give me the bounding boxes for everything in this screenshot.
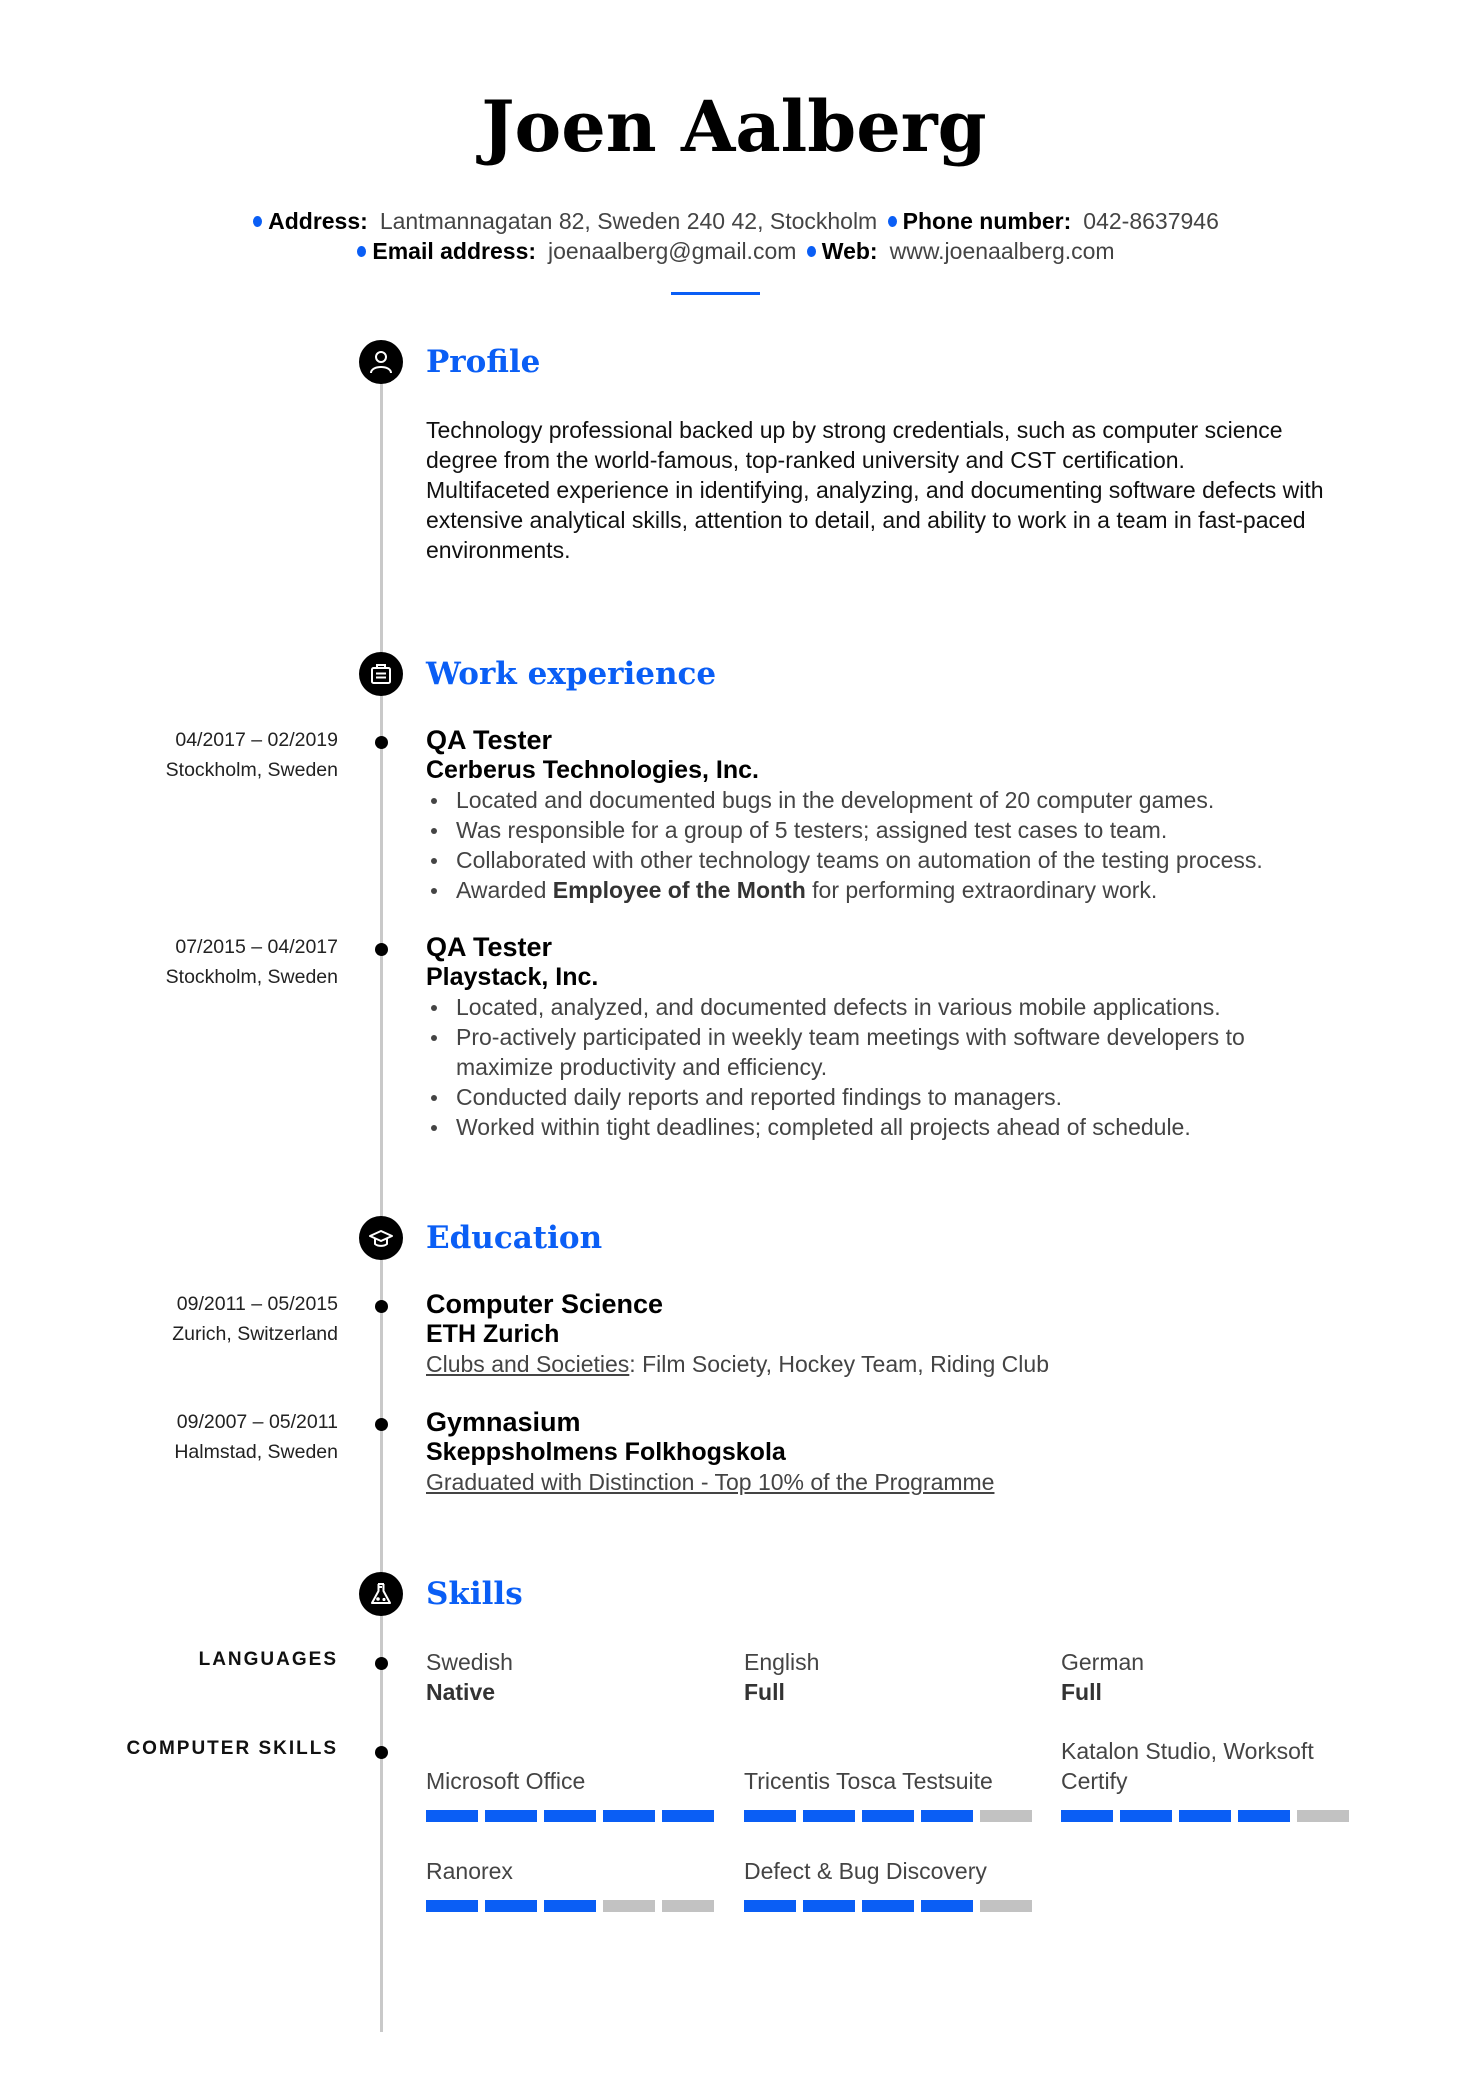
graduation-cap-icon: [359, 1216, 403, 1260]
job-meta: [100, 932, 338, 992]
rating-segment-empty: [662, 1900, 714, 1912]
timeline-dot: [375, 1418, 388, 1431]
education-meta: [100, 1407, 338, 1467]
rating-segment-filled: [921, 1810, 973, 1822]
skill-name: Tricentis Tosca Testsuite: [744, 1768, 993, 1794]
job-bullet: Located, analyzed, and documented defects in various mobile applications.: [426, 992, 1306, 1022]
rating-segment-filled: [603, 1810, 655, 1822]
language-level: Full: [744, 1679, 785, 1705]
job-bullet: Pro-actively participated in weekly team meetings with software developers to maximize productivity and efficiency.: [426, 1022, 1306, 1082]
language-level: Native: [426, 1679, 496, 1705]
bullet-dot-icon: [888, 216, 897, 227]
profile-line: Technology professional backed up by strong credentials, such as computer science: [426, 417, 1283, 443]
job-location: Stockholm, Sweden: [165, 759, 338, 781]
rating-segment-filled: [1120, 1810, 1172, 1822]
award-suffix: for performing extraordinary work.: [805, 877, 1158, 903]
rating-segment-filled: [662, 1810, 714, 1822]
job-bullet: Worked within tight deadlines; completed all projects ahead of schedule.: [426, 1112, 1306, 1142]
rating-segment-filled: [544, 1810, 596, 1822]
job-meta: [100, 725, 338, 785]
rating-segment-filled: [803, 1810, 855, 1822]
skill-rating-bar: [426, 1900, 726, 1912]
education-dates: 09/2011 – 05/2015: [176, 1293, 338, 1315]
rating-segment-filled: [485, 1810, 537, 1822]
degree-name: Gymnasium: [426, 1407, 581, 1437]
skill-name: Defect & Bug Discovery: [744, 1858, 987, 1884]
education-note: [426, 1349, 1386, 1379]
education-meta: [100, 1289, 338, 1349]
job-bullets: [426, 992, 1306, 1142]
job-bullet: Conducted daily reports and reported findings to managers.: [426, 1082, 1306, 1112]
contact-web: [803, 238, 1115, 264]
contact-address: [249, 208, 877, 234]
job-dates: 07/2015 – 04/2017: [175, 936, 338, 958]
skill-name: Katalon Studio, Worksoft Certify: [1061, 1738, 1314, 1794]
job-entry: [426, 932, 1306, 1142]
timeline-dot: [375, 1657, 388, 1670]
job-bullet: Collaborated with other technology teams on automation of the testing process.: [426, 845, 1386, 875]
contact-value[interactable]: joenaalberg@gmail.com: [548, 238, 797, 264]
contact-email: [353, 238, 796, 264]
rating-segment-filled: [426, 1810, 478, 1822]
rating-segment-filled: [485, 1900, 537, 1912]
school-name: Skeppsholmens Folkhogskola: [426, 1438, 786, 1466]
rating-segment-filled: [921, 1900, 973, 1912]
language-item: [426, 1647, 726, 1707]
rating-segment-filled: [803, 1900, 855, 1912]
rating-segment-empty: [603, 1900, 655, 1912]
language-item: [744, 1647, 1044, 1707]
education-entry: [426, 1407, 1386, 1497]
bullet-dot-icon: [253, 216, 262, 227]
language-name: German: [1061, 1649, 1145, 1675]
rating-segment-empty: [980, 1810, 1032, 1822]
skill-item: [744, 1766, 1044, 1822]
rating-segment-empty: [980, 1900, 1032, 1912]
briefcase-icon: [359, 652, 403, 696]
section-title-education: Education: [426, 1220, 603, 1256]
skill-item: [426, 1766, 726, 1822]
contact-label: Email address:: [372, 238, 537, 264]
skill-rating-bar: [1061, 1810, 1361, 1822]
skill-item: [744, 1856, 1044, 1912]
contact-line-1: [0, 206, 1468, 236]
rating-segment-filled: [1238, 1810, 1290, 1822]
rating-segment-empty: [1297, 1810, 1349, 1822]
profile-line: environments.: [426, 537, 571, 563]
timeline-dot: [375, 736, 388, 749]
degree-name: Computer Science: [426, 1289, 664, 1319]
contact-label: Phone number:: [902, 208, 1072, 234]
contact-value[interactable]: www.joenaalberg.com: [889, 238, 1115, 264]
contact-value: 042-8637946: [1083, 208, 1219, 234]
rating-segment-filled: [544, 1900, 596, 1912]
skill-name: Ranorex: [426, 1858, 513, 1884]
contact-label: Address:: [268, 208, 368, 234]
job-bullet: Was responsible for a group of 5 testers; assigned test cases to team.: [426, 815, 1386, 845]
flask-icon: [359, 1572, 403, 1616]
job-bullet: Located and documented bugs in the development of 20 computer games.: [426, 785, 1386, 815]
contact-phone: [884, 208, 1219, 234]
section-title-skills: Skills: [426, 1576, 523, 1612]
job-bullet-award: [426, 875, 1386, 905]
language-item: [1061, 1647, 1361, 1707]
timeline-dot: [375, 1746, 388, 1759]
education-note: [426, 1467, 1386, 1497]
job-title: QA Tester: [426, 725, 553, 755]
education-location: Halmstad, Sweden: [174, 1441, 338, 1463]
rating-segment-filled: [744, 1810, 796, 1822]
language-level: Full: [1061, 1679, 1102, 1705]
timeline-dot: [375, 1300, 388, 1313]
company-name: Cerberus Technologies, Inc.: [426, 756, 759, 784]
education-location: Zurich, Switzerland: [172, 1323, 338, 1345]
timeline-dot: [375, 943, 388, 956]
award-prefix: Awarded: [456, 877, 553, 903]
education-note-link[interactable]: Graduated with Distinction - Top 10% of the Programme: [426, 1469, 995, 1495]
rating-segment-filled: [1061, 1810, 1113, 1822]
language-name: Swedish: [426, 1649, 513, 1675]
contact-line-2: [0, 236, 1468, 266]
skill-name: Microsoft Office: [426, 1768, 586, 1794]
profile-line: extensive analytical skills, attention to detail, and ability to work in a team in fast-paced: [426, 507, 1306, 533]
rating-segment-filled: [426, 1900, 478, 1912]
education-entry: [426, 1289, 1386, 1379]
rating-segment-filled: [862, 1810, 914, 1822]
skill-rating-bar: [744, 1810, 1044, 1822]
rating-segment-filled: [1179, 1810, 1231, 1822]
person-icon: [359, 340, 403, 384]
computer-skills-label: COMPUTER SKILLS: [126, 1738, 338, 1759]
job-title: QA Tester: [426, 932, 553, 962]
school-name: ETH Zurich: [426, 1320, 560, 1348]
education-note-text: : Film Society, Hockey Team, Riding Club: [629, 1351, 1049, 1377]
skill-item: [1061, 1736, 1361, 1822]
candidate-name: Joen Aalberg: [481, 85, 987, 168]
skill-rating-bar: [426, 1810, 726, 1822]
job-bullets: [426, 785, 1386, 905]
profile-summary: [426, 415, 1386, 565]
header-divider: [671, 292, 760, 295]
rating-segment-filled: [744, 1900, 796, 1912]
job-location: Stockholm, Sweden: [165, 966, 338, 988]
timeline-line: [380, 360, 383, 2032]
rating-segment-filled: [862, 1900, 914, 1912]
skill-rating-bar: [744, 1900, 1044, 1912]
education-dates: 09/2007 – 05/2011: [176, 1411, 338, 1433]
job-dates: 04/2017 – 02/2019: [175, 729, 338, 751]
language-name: English: [744, 1649, 820, 1675]
education-note-link[interactable]: Clubs and Societies: [426, 1351, 630, 1377]
company-name: Playstack, Inc.: [426, 963, 599, 991]
award-highlight: Employee of the Month: [552, 877, 806, 903]
bullet-dot-icon: [357, 246, 366, 257]
profile-line: degree from the world-famous, top-ranked university and CST certification.: [426, 447, 1185, 473]
contact-value: Lantmannagatan 82, Sweden 240 42, Stockholm: [379, 208, 878, 234]
profile-line: Multifaceted experience in identifying, analyzing, and documenting software defects with: [426, 477, 1324, 503]
bullet-dot-icon: [807, 246, 816, 257]
skill-item: [426, 1856, 726, 1912]
section-title-work-experience: Work experience: [426, 656, 717, 692]
languages-label: LANGUAGES: [198, 1649, 338, 1670]
job-entry: [426, 725, 1386, 905]
section-title-profile: Profile: [426, 344, 541, 380]
contact-label: Web:: [821, 238, 878, 264]
